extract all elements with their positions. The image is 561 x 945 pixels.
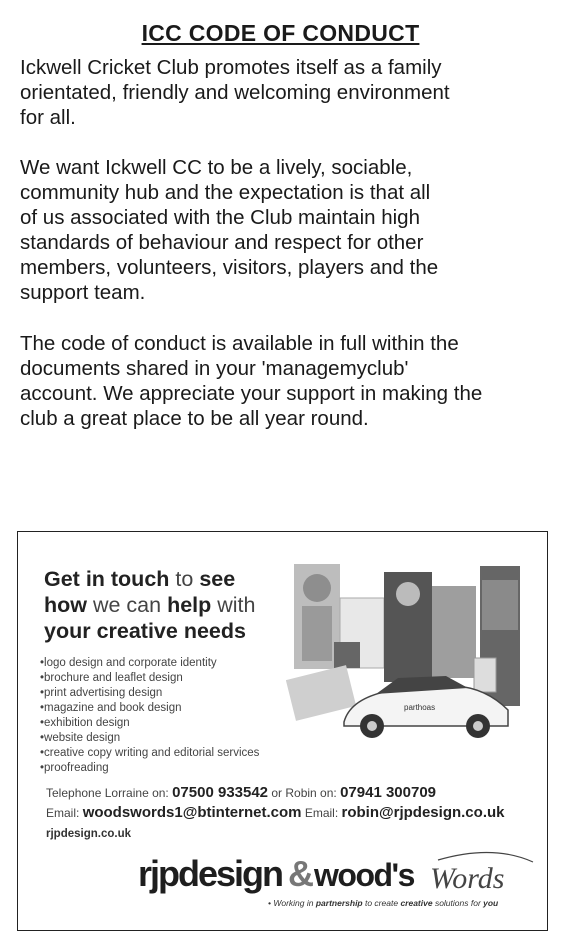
list-item: • website design: [40, 731, 259, 746]
list-item: • proofreading: [40, 761, 259, 776]
phone-lorraine: 07500 933542: [172, 784, 269, 801]
email-rjpdesign: robin@rjpdesign.co.uk: [341, 804, 505, 821]
website-text: rjpdesign.co.uk: [46, 828, 131, 840]
phone-robin: 07941 300709: [340, 784, 437, 801]
ad-headline: Get in touch to see how we can help with your creative needs: [44, 567, 256, 643]
email-line: Email: woodswords1@btinternet.com Email: robin@rjpdesign.co.uk: [46, 804, 505, 821]
paragraph-intro: Ickwell Cricket Club promotes itself as a family orientated, friendly and welcoming environment for all.: [20, 56, 450, 129]
list-item: • print advertising design: [40, 686, 259, 701]
car-logo-text: parthoas: [404, 703, 436, 712]
phone-line: Telephone Lorraine on: 07500 933542 or Robin on: 07941 300709: [46, 784, 437, 801]
email-woodswords: woodswords1@btinternet.com: [82, 804, 302, 821]
svg-text:rjpdesign: rjpdesign: [138, 853, 283, 894]
list-item: • logo design and corporate identity: [40, 656, 259, 671]
list-item: • brochure and leaflet design: [40, 671, 259, 686]
paragraph-expectations: We want Ickwell CC to be a lively, sociable, community hub and the expectation is that all of us associated with the Club maintain high standards of behaviour and respect for other members, volunteers, visitors, players and the support team.: [20, 156, 439, 304]
list-item: • magazine and book design: [40, 701, 259, 716]
paragraph-availability: The code of conduct is available in full within the documents shared in your 'managemyclub' account. We appreciate your support in making the club a great place to be all year round.: [20, 332, 483, 430]
svg-text:wood's: wood's: [314, 857, 414, 893]
svg-text:&: &: [288, 853, 314, 894]
advertisement-box: [17, 531, 548, 931]
services-list: [40, 656, 259, 776]
list-item: • creative copy writing and editorial services: [40, 746, 259, 761]
tagline: • Working in partnership to create creative solutions for you: [268, 898, 499, 908]
product-collage-image: [286, 560, 536, 740]
page-title: ICC CODE OF CONDUCT: [141, 20, 420, 46]
svg-text:Words: Words: [430, 862, 505, 895]
list-item: • exhibition design: [40, 716, 259, 731]
